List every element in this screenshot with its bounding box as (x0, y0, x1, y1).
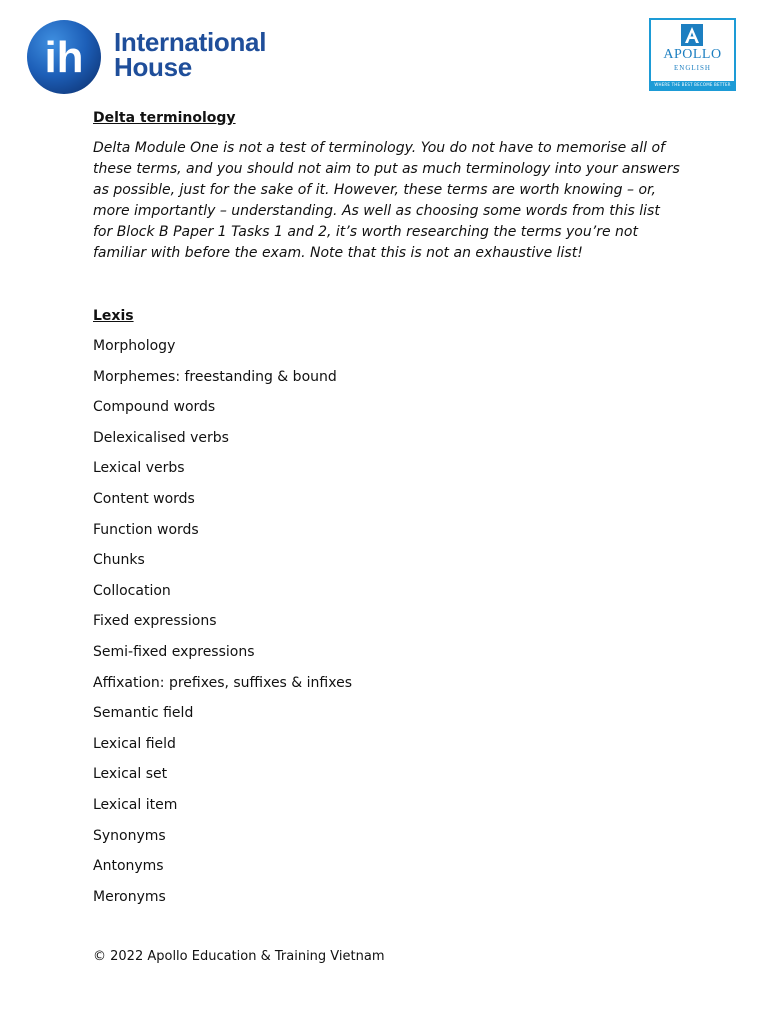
list-item: Collocation (93, 582, 171, 599)
list-item: Compound words (93, 399, 216, 416)
copyright-footer: © 2022 Apollo Education & Training Vietnam (93, 949, 385, 964)
list-item: Morphology (93, 338, 176, 354)
list-item: Morphemes: freestanding & bound (93, 368, 337, 385)
ih-wordmark-line1: International (114, 27, 267, 57)
list-item: Function words (93, 521, 199, 538)
page-title: Delta terminology (93, 110, 236, 126)
list-item: Delexicalised verbs (93, 429, 229, 446)
list-item: Meronyms (93, 888, 166, 905)
apollo-tagline: WHERE THE BEST BECOME BETTER (654, 82, 731, 87)
intro-paragraph: Delta Module One is not a test of terminology. You do not have to memorise all of these terms, and you should not aim to put as much terminology into your answers as possible, just for the sake of it. However, these terms are worth knowing – or, more importantly – understanding. As well as choosing some words from this list for Block B Paper 1 Tasks 1 and 2, it’s worth researching the terms you’re not familiar with before the exam. Note that this is not an exhaustive list! (93, 140, 680, 261)
apollo-subtitle: ENGLISH (674, 64, 711, 72)
ih-wordmark-line2: House (114, 52, 192, 82)
ih-monogram: ih (44, 33, 84, 82)
list-item: Fixed expressions (93, 613, 217, 630)
list-item: Affixation: prefixes, suffixes & infixes (93, 674, 353, 691)
list-item: Synonyms (93, 827, 166, 844)
section-heading-lexis: Lexis (93, 308, 134, 324)
list-item: Chunks (93, 552, 145, 569)
list-item: Semi-fixed expressions (93, 643, 255, 660)
list-item: Semantic field (93, 705, 194, 722)
ih-wordmark (114, 27, 267, 82)
list-item: Lexical field (93, 735, 176, 752)
list-item: Content words (93, 490, 195, 507)
document-body (93, 108, 683, 917)
apollo-english-logo (649, 18, 736, 91)
international-house-logo (27, 20, 277, 94)
apollo-a-icon (681, 24, 703, 46)
terms-list (93, 336, 683, 917)
apollo-name: APOLLO (663, 47, 722, 62)
ih-globe-icon (27, 20, 101, 94)
list-item: Lexical set (93, 766, 168, 783)
list-item: Lexical verbs (93, 460, 185, 477)
list-item: Antonyms (93, 858, 164, 875)
list-item: Lexical item (93, 796, 178, 813)
